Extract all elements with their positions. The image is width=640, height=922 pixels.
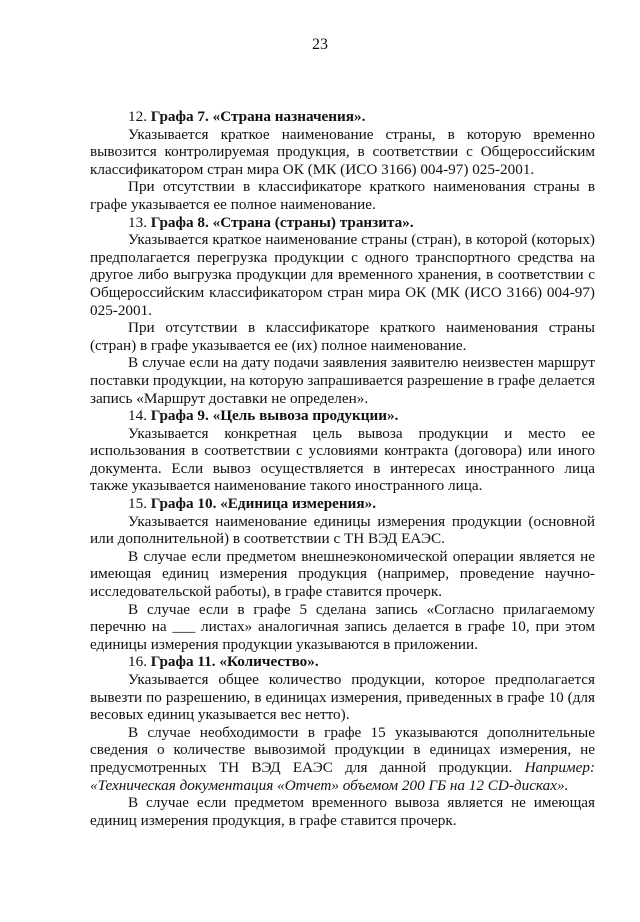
section-heading: 13. Графа 8. «Страна (страны) транзита». — [128, 213, 414, 231]
paragraph: Указывается общее количество продукции, которое предполагается вывезти по разрешению, в единицах измерения, приведенных в графе 10 (для весовых единиц указывается вес нетто). — [90, 671, 595, 724]
paragraph: Указывается конкретная цель вывоза продукции и место ее использования в соответствии с условиями контракта (договора) или иного документа. Если вывоз осуществляется в интересах иностранного лица также указывается наименование такого иностранного лица. — [90, 424, 595, 495]
paragraph: В случае если на дату подачи заявления заявителю неизвестен маршрут поставки продукции, на которую запрашивается разрешение в графе делается запись «Маршрут доставки не определен». — [90, 354, 595, 407]
section-heading: 15. Графа 10. «Единица измерения». — [128, 495, 377, 513]
paragraph: В случае если предметом временного вывоза является не имеющая единиц измерения продукция, в графе ставится прочерк. — [90, 794, 595, 829]
section-heading: 16. Графа 11. «Количество». — [128, 653, 319, 671]
paragraph: В случае если в графе 5 сделана запись «Согласно прилагаемому перечню на ___ листах» аналогичная запись делается в графе 10, при этом единицы измерения продукции указываются в приложении. — [90, 600, 595, 653]
paragraph: Указывается наименование единицы измерения продукции (основной или дополнительной) в соответствии с ТН ВЭД ЕАЭС. — [90, 512, 595, 548]
paragraph: Указывается краткое наименование страны, в которую временно вывозится контролируемая продукция, в соответствии с Общероссийским классификатором стран мира ОК (МК (ИСО 3166) 004-97) 025-2001. — [90, 125, 595, 178]
page-number: 23 — [312, 36, 328, 53]
paragraph: Указывается краткое наименование страны (стран), в которой (которых) предполагается перегрузка продукции с одного транспортного средства на другое либо выгрузка продукции для временного хранения, в соответствии с Общероссийским классификатором стран мира ОК (МК (ИСО 3166) 004-97) 025-2001. — [90, 231, 595, 319]
section-heading: 12. Графа 7. «Страна назначения». — [128, 108, 366, 125]
section-heading: 14. Графа 9. «Цель вывоза продукции». — [128, 407, 399, 425]
paragraph: В случае необходимости в графе 15 указываются дополнительные сведения о количестве вывозимой продукции в единицах измерения, не предусмотренных ТН ВЭД ЕАЭС для данной продукции. Например: «Техническая документация «Отчет» объемом 200 ГБ на 12 CD-дисках». — [90, 723, 596, 794]
document-body — [90, 108, 595, 829]
paragraph: При отсутствии в классификаторе краткого наименования страны (стран) в графе указывается ее (их) полное наименование. — [90, 319, 595, 354]
paragraph: В случае если предметом внешнеэкономической операции является не имеющая единиц измерения продукция (например, проведение научно-исследовательской работы), в графе ставится прочерк. — [90, 547, 595, 601]
example-text: Например: «Техническая документация «Отчет» объемом 200 ГБ на 12 CD-дисках». — [90, 758, 596, 794]
paragraph: При отсутствии в классификаторе краткого наименования страны в графе указывается ее полное наименование. — [90, 178, 595, 213]
